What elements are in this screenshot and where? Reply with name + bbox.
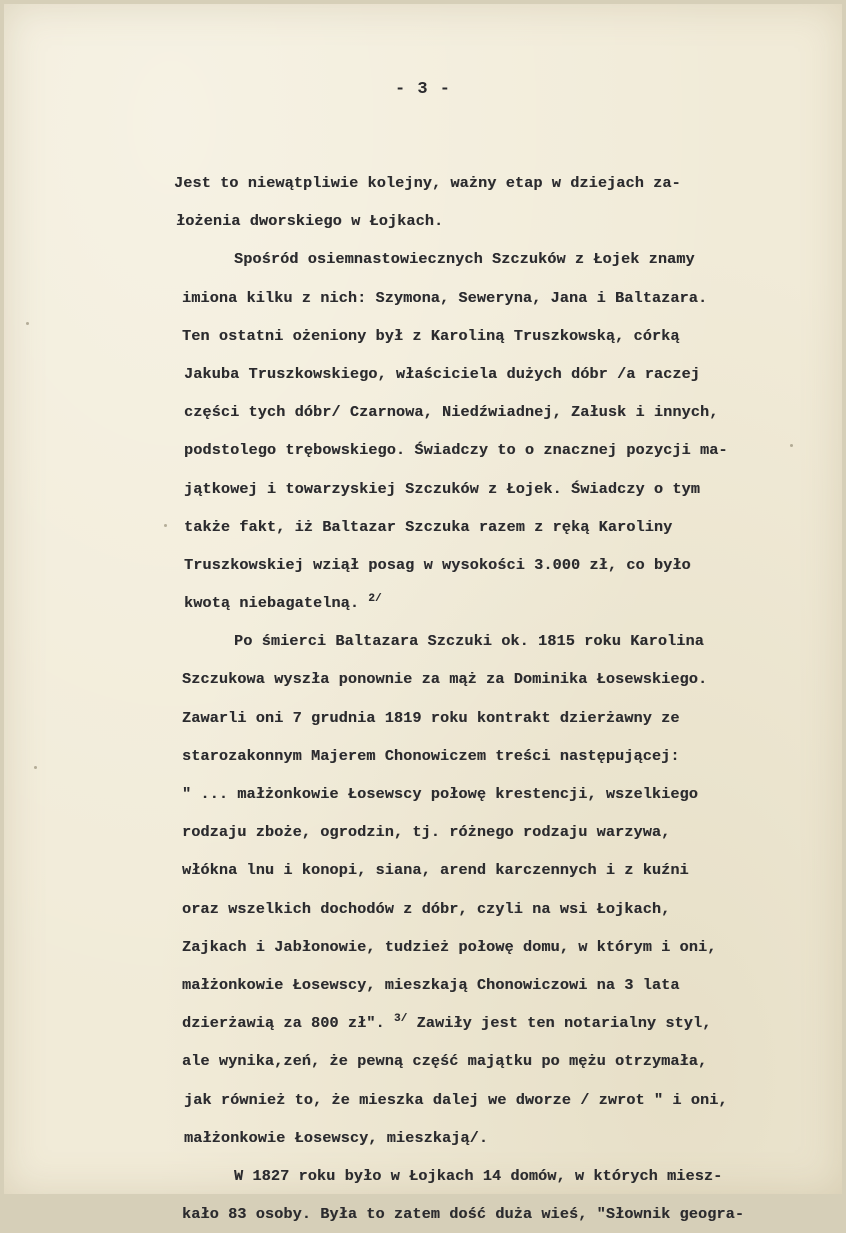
text-line: kało 83 osoby. Była to zatem dość duża wieś, "Słownik geogra- <box>182 1205 745 1224</box>
text-line: małżonkowie Łosewscy, mieszkają/. <box>184 1128 489 1147</box>
text-line: imiona kilku z nich: Szymona, Seweryna, Jana i Baltazara. <box>182 288 708 307</box>
text-span: Zawiły jest ten notarialny styl, <box>416 1014 712 1033</box>
text-line: rodzaju zboże, ogrodzin, tj. różnego rodzaju warzywa, <box>182 823 671 842</box>
text-line: Spośród osiemnastowiecznych Szczuków z Łojek znamy <box>234 250 695 269</box>
text-line: Jest to niewątpliwie kolejny, ważny etap w dziejach za- <box>174 174 681 192</box>
document-page <box>4 4 842 1224</box>
text-line: Szczukowa wyszła ponownie za mąż za Dominika Łosewskiego. <box>182 670 708 689</box>
text-line: Jakuba Truszkowskiego, właściciela dużych dóbr /a raczej <box>184 364 700 383</box>
text-line: także fakt, iż Baltazar Szczuka razem z ręką Karoliny <box>184 517 673 536</box>
text-line: W 1827 roku było w Łojkach 14 domów, w których miesz- <box>234 1166 723 1185</box>
text-line: Zajkach i Jabłonowie, tudzież połowę domu, w którym i oni, <box>182 937 717 956</box>
text-line: " ... małżonkowie Łosewscy połowę krestencji, wszelkiego <box>182 785 698 803</box>
paper-speck <box>164 524 167 527</box>
text-span: kwotą niebagatelną. <box>184 594 360 613</box>
text-line: podstolego trębowskiego. Świadczy to o znacznej pozycji ma- <box>184 441 728 460</box>
text-line: Truszkowskiej wziął posag w wysokości 3.000 zł, co było <box>184 555 691 574</box>
page-number: - 3 - <box>394 80 451 99</box>
paper-speck <box>34 766 37 769</box>
text-line: jak również to, że mieszka dalej we dworze / zwrot " i oni, <box>184 1090 728 1109</box>
paper-speck <box>790 444 793 447</box>
text-line: oraz wszelkich dochodów z dóbr, czyli na wsi Łojkach, <box>182 899 671 918</box>
text-line: ale wynika,zeń, że pewną część majątku po mężu otrzymała, <box>182 1052 708 1071</box>
body-text <box>174 164 822 1233</box>
text-line: Ten ostatni ożeniony był z Karoliną Truszkowską, córką <box>182 326 680 345</box>
text-line: małżonkowie Łosewscy, mieszkają Chonowiczowi na 3 lata <box>182 975 680 994</box>
text-line: Zawarli oni 7 grudnia 1819 roku kontrakt dzierżawny ze <box>182 708 680 727</box>
paper-speck <box>26 322 29 325</box>
text-line-with-footnote <box>182 1004 822 1042</box>
text-line: jątkowej i towarzyskiej Szczuków z Łojek. Świadczy o tym <box>184 479 700 498</box>
footnote-reference: 2/ <box>368 593 382 606</box>
text-line: części tych dóbr/ Czarnowa, Niedźwiadnej, Załusk i innych, <box>184 403 719 422</box>
text-line-with-footnote <box>184 584 822 622</box>
text-line: starozakonnym Majerem Chonowiczem treści następującej: <box>182 746 680 765</box>
text-line: łożenia dworskiego w Łojkach. <box>176 212 444 231</box>
text-line: Po śmierci Baltazara Szczuki ok. 1815 roku Karolina <box>234 632 704 651</box>
footnote-reference: 3/ <box>393 1013 408 1026</box>
text-span: dzierżawią za 800 zł". <box>182 1014 385 1033</box>
text-line: włókna lnu i konopi, siana, arend karczennych i z kuźni <box>182 861 689 880</box>
